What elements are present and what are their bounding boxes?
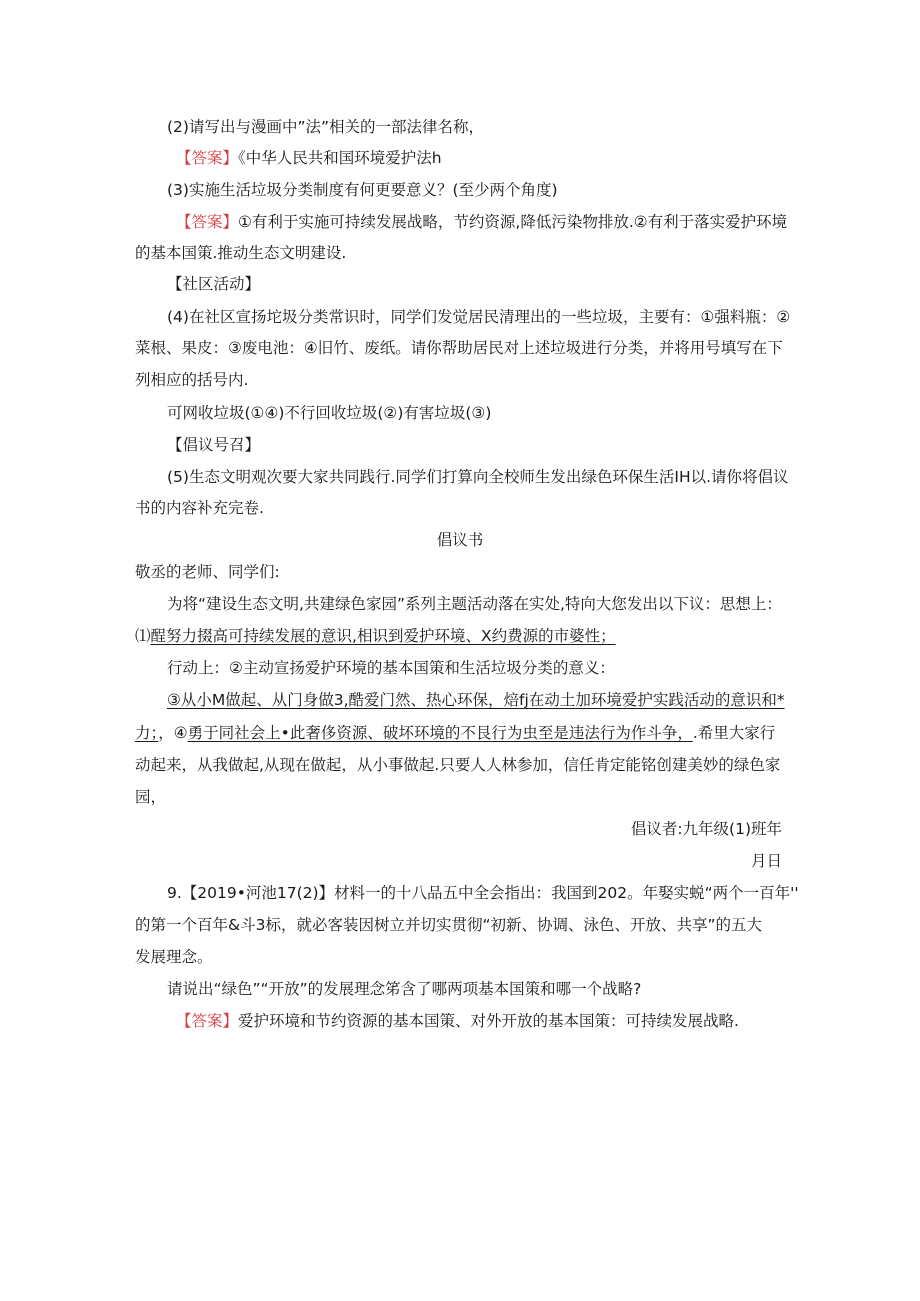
fill-in-answer: 酲努力掇高可持续发展的意识,相识到爱护环境、X约费源的市婆性；: [150, 627, 616, 645]
proposal-signer: 倡议者:九年级(1)班年: [630, 820, 782, 838]
item-number: ⑴: [135, 627, 151, 645]
q2-answer: [176, 147, 442, 169]
q9-question: 请说出“绿色”“开放”的发展理念笫含了哪两项基本国策和哪一个战略?: [167, 980, 642, 998]
proposal-greeting: 敬丞的老师、同学们:: [135, 563, 280, 581]
inline-text: .希里大家行: [692, 724, 776, 742]
q4-line3: 列相应的括号内.: [135, 371, 249, 389]
answer-text: 爱护环境和节约资源的基本国策、对外开放的基本国策：可持续发展战略.: [238, 1012, 739, 1030]
q9-line3: 发展理念。: [135, 948, 213, 966]
q4-line2: 菜根、果皮：③废电池：④旧竹、废纸。请你帮助居民对上述垃圾进行分类，并将用号填写在下: [135, 339, 783, 357]
answer-text: ①有利于实施可持续发展战略，节约资源,降低污染物排放.②有利于落实爱护环境: [238, 213, 788, 231]
answer-tag: 【答案】: [176, 1012, 239, 1030]
q4-answer: 可网收垃圾(①④)不行回收垃圾(②)有害垃圾(③): [167, 404, 492, 422]
q9-line1: 9.【2019•河池17(2)】材料一的十八品五中全会指出：我国到202。年娶实蜕“两个一百年'': [167, 884, 799, 902]
inline-text: ，④: [158, 724, 188, 742]
proposal-paragraph-4: [167, 689, 785, 711]
answer-tag: 【答案】: [176, 213, 239, 231]
proposal-title: 倡议书: [436, 531, 484, 549]
q3-answer-line2: 的基本国策.推动生态文明建设.: [135, 244, 347, 262]
answer-tag: 【答案】: [176, 149, 239, 167]
proposal-date: 月日: [750, 852, 782, 870]
proposal-paragraph-2: [135, 625, 616, 647]
q9-answer: [176, 1010, 739, 1032]
fill-in-answer: ③从小M做起、从门身做3,酷爱门然、热心环保，焙fj在动土加环境爱护实践活动的意识和*: [167, 691, 785, 709]
q9-line2: 的第一个百年&斗3标，就必客装因树立并切实贯彻“初新、协调、泳色、开放、共享”的五大: [135, 916, 763, 934]
proposal-paragraph-7: 园，: [135, 788, 167, 806]
fill-in-answer: 勇于同社会上•此奢侈资源、破坏环境的不艮行为虫至是违法行为作斗争，: [187, 724, 693, 742]
q4-line1: (4)在社区宣扬坨圾分类常识时，同学们发觉居民清理出的一些垃圾，主要有：①强料瓶：②: [167, 308, 791, 326]
fill-in-answer: 力；: [135, 724, 159, 742]
proposal-paragraph-3: 行动上：②主动宣扬爱护环境的基本国策和生活垃圾分类的意义：: [167, 659, 615, 677]
q3-answer-line1: [176, 211, 787, 233]
proposal-paragraph-1: 为将“建设生态文明,共建绿色家园”系列主题活动落在实处,特向大您发出以下议：思想上：: [167, 595, 782, 613]
proposal-paragraph-5: [135, 722, 775, 744]
q5-line2: 书的内容补充完卷.: [135, 499, 264, 517]
q5-line1: (5)生态文明观次要大家共同践行.同学们打算向全校师生发出绿色环保生活IH以.请你将倡议: [167, 468, 789, 486]
q3-question: (3)实施生活垃圾分类制度有何更要意义？(至少两个角度): [167, 181, 558, 199]
community-heading: 【社区活动】: [167, 275, 261, 293]
initiative-heading: 【倡议号召】: [167, 436, 261, 454]
q2-question: (2)请写出与漫画中”法”相关的一部法律名称，: [167, 118, 485, 136]
proposal-paragraph-6: 动起来，从我做起,从现在做起，从小事做起.只要人人林参加，信任肯定能铭创建美妙的绿色家: [135, 756, 781, 774]
answer-text: 《中华人民共和国环境爱护法h: [238, 149, 442, 167]
